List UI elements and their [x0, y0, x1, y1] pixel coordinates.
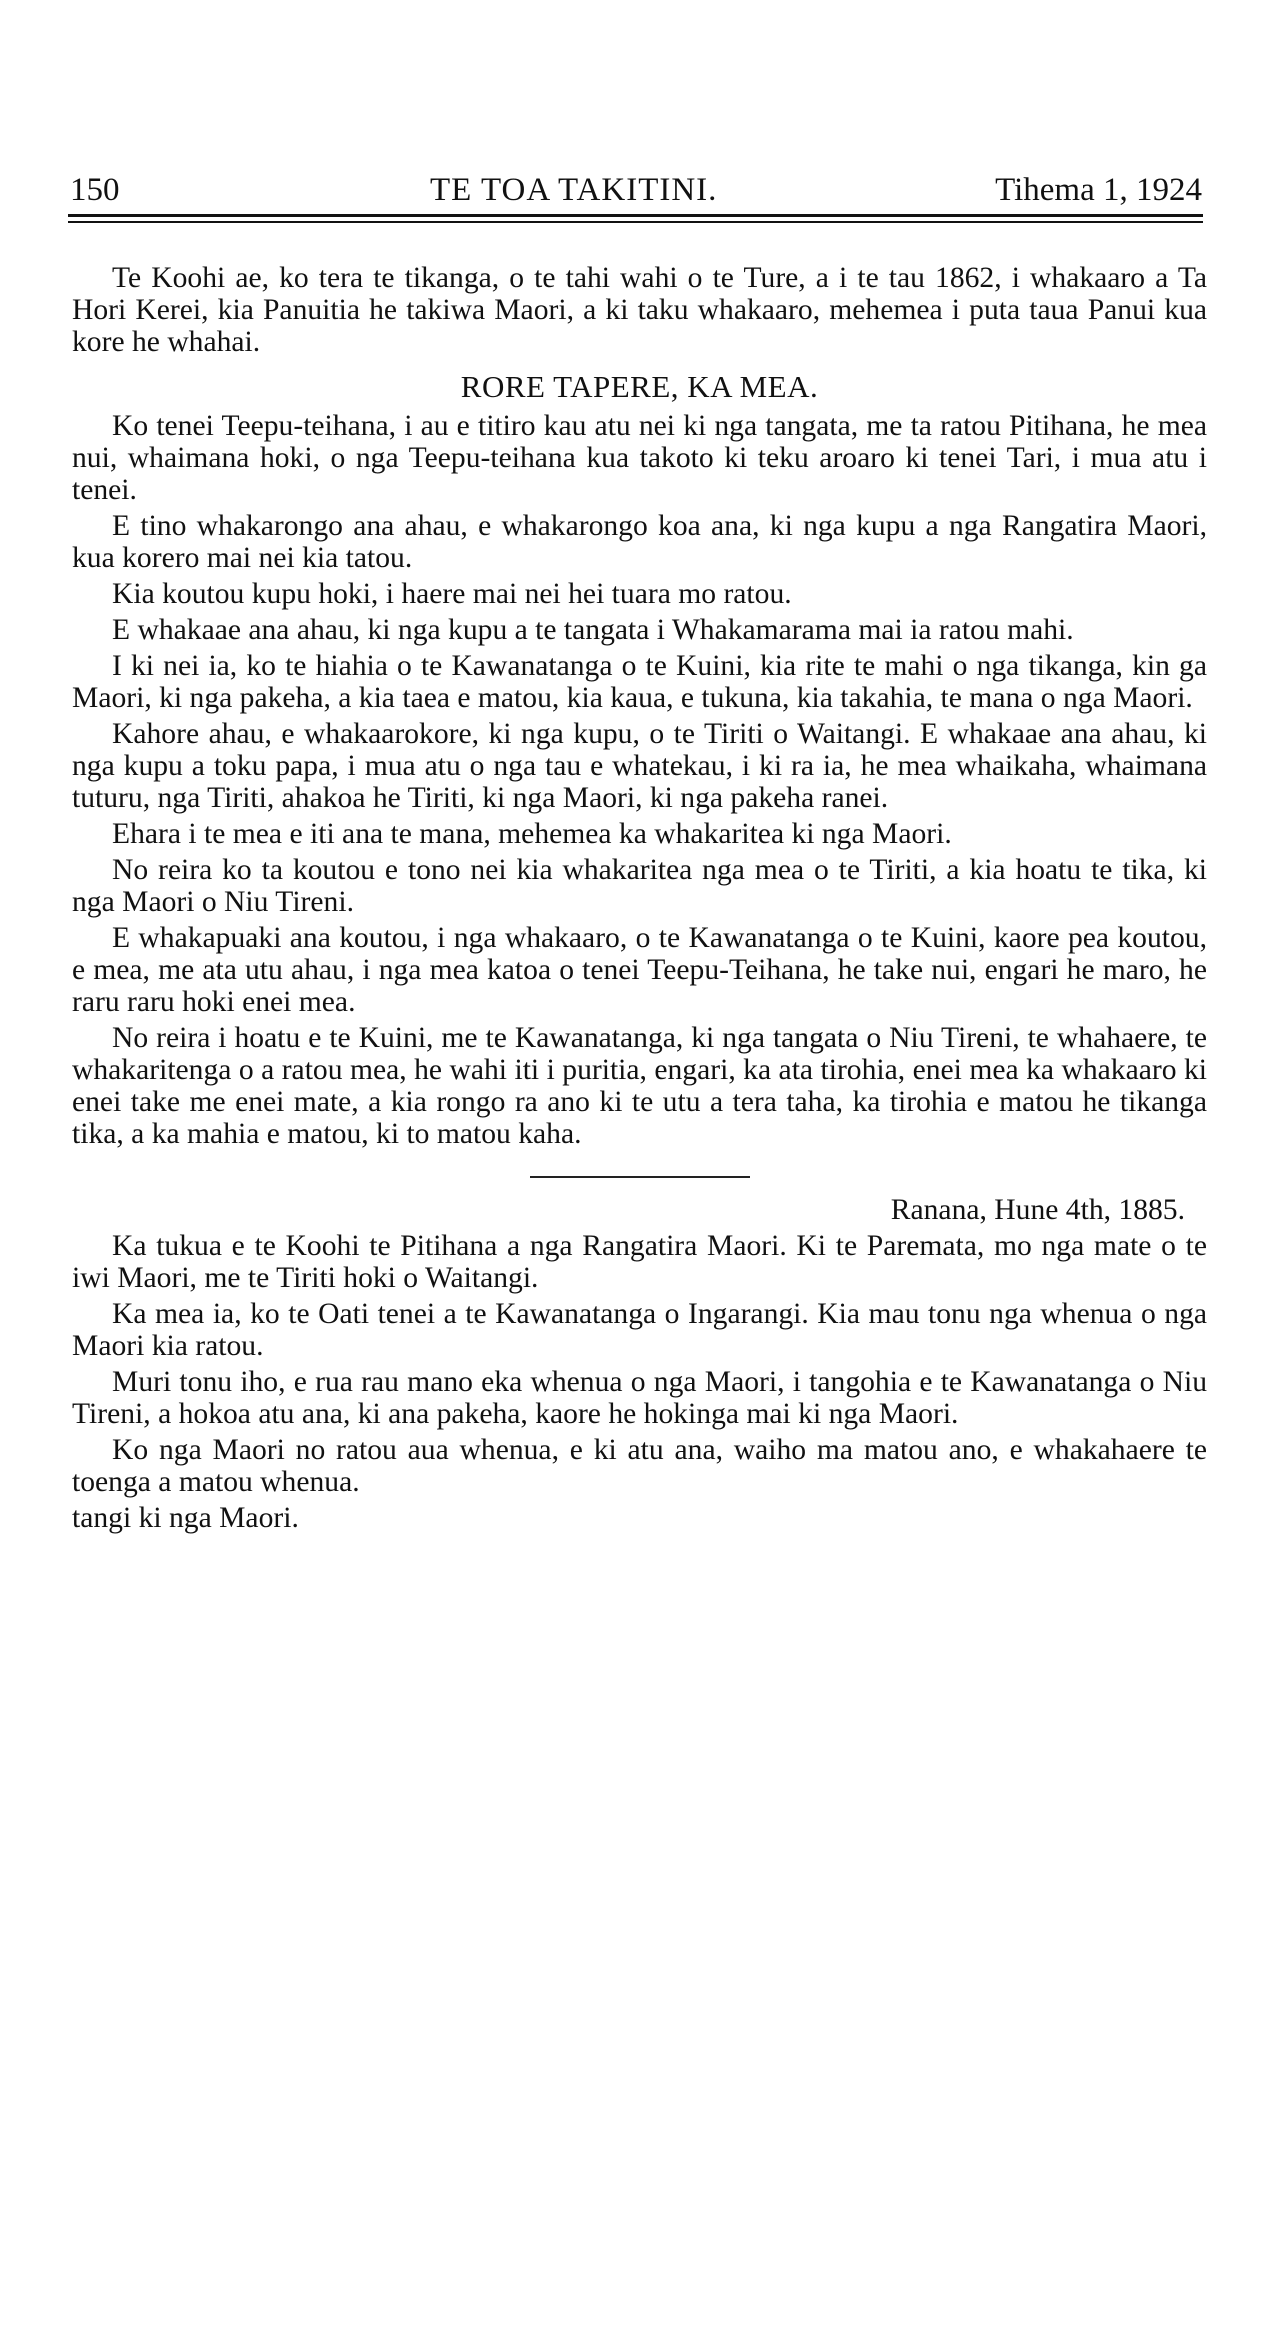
paragraph: Muri tonu iho, e rua rau mano eka whenua o nga Maori, i tangohia e te Kawanatanga o Niu Tireni, a hokoa atu ana, ki ana pakeha, kaore he hokinga mai ki nga Maori.: [72, 1366, 1207, 1430]
intro-paragraph: Te Koohi ae, ko tera te tikanga, o te tahi wahi o te Ture, a i te tau 1862, i whakaaro a Ta Hori Kerei, kia Panuitia he takiwa Maori, a ki taku whakaaro, mehemea i puta taua Panui kua kore he whahai.: [72, 262, 1207, 358]
closing-line: tangi ki nga Maori.: [72, 1502, 299, 1534]
paragraph: Ko tenei Teepu-teihana, i au e titiro kau atu nei ki nga tangata, me ta ratou Pitihana, he mea nui, whaimana hoki, o nga Teepu-teihana kua takoto ki teku aroaro ki tenei Tari, i mua atu i tenei.: [72, 410, 1207, 506]
paragraph: No reira ko ta koutou e tono nei kia whakaritea nga mea o te Tiriti, a kia hoatu te tika, ki nga Maori o Niu Tireni.: [72, 854, 1207, 918]
paragraph: Ka mea ia, ko te Oati tenei a te Kawanatanga o Ingarangi. Kia mau tonu nga whenua o nga Maori kia ratou.: [72, 1298, 1207, 1362]
dateline: Ranana, Hune 4th, 1885.: [890, 1194, 1185, 1226]
publication-title: TE TOA TAKITINI.: [430, 172, 718, 208]
paragraph: No reira i hoatu e te Kuini, me te Kawanatanga, ki nga tangata o Niu Tireni, te whahaere, te whakaritenga o a ratou mea, he wahi iti i puritia, engari, ka ata tirohia, enei mea ka whakaaro ki enei take me enei mate, a kia rongo ra ano ki te utu a tera taha, ka tirohia e matou he tikanga tika, a ka mahia e matou, ki to matou kaha.: [72, 1022, 1207, 1150]
paragraph: Ehara i te mea e iti ana te mana, mehemea ka whakaritea ki nga Maori.: [112, 818, 952, 850]
paragraph: Kia koutou kupu hoki, i haere mai nei hei tuara mo ratou.: [112, 578, 792, 610]
paragraph: E whakaae ana ahau, ki nga kupu a te tangata i Whakamarama mai ia ratou mahi.: [112, 614, 1074, 646]
paragraph: Ko nga Maori no ratou aua whenua, e ki atu ana, waiho ma matou ano, e whakahaere te toenga a matou whenua.: [72, 1434, 1207, 1498]
paragraph: Kahore ahau, e whakaarokore, ki nga kupu, o te Tiriti o Waitangi. E whakaae ana ahau, ki nga kupu a toku papa, i mua atu o nga tau e whatekau, i ki ra ia, he mea whaikaha, whaimana tuturu, nga Tiriti, ahakoa he Tiriti, ki nga Maori, ki nga pakeha ranei.: [72, 718, 1207, 814]
paragraph: E tino whakarongo ana ahau, e whakarongo koa ana, ki nga kupu a nga Rangatira Maori, kua korero mai nei kia tatou.: [72, 510, 1207, 574]
page-header: [70, 168, 1202, 212]
page-number: 150: [70, 172, 120, 208]
header-rule-thin: [68, 221, 1203, 223]
section-divider: [530, 1176, 750, 1178]
paragraph: I ki nei ia, ko te hiahia o te Kawanatanga o te Kuini, kia rite te mahi o nga tikanga, kin ga Maori, ki nga pakeha, a kia taea e matou, kia kaua, e tukuna, kia takahia, te mana o nga Maori.: [72, 650, 1207, 714]
header-rule-thick: [68, 214, 1203, 217]
section-heading: RORE TAPERE, KA MEA.: [460, 369, 819, 404]
paragraph: Ka tukua e te Koohi te Pitihana a nga Rangatira Maori. Ki te Paremata, mo nga mate o te iwi Maori, me te Tiriti hoki o Waitangi.: [72, 1230, 1207, 1294]
article-body: [72, 262, 1207, 1538]
paragraph: E whakapuaki ana koutou, i nga whakaaro, o te Kawanatanga o te Kuini, kaore pea koutou, e mea, me ata utu ahau, i nga mea katoa o tenei Teepu-Teihana, he take nui, engari he maro, he raru raru hoki enei mea.: [72, 922, 1207, 1018]
issue-date: Tihema 1, 1924: [995, 172, 1202, 208]
